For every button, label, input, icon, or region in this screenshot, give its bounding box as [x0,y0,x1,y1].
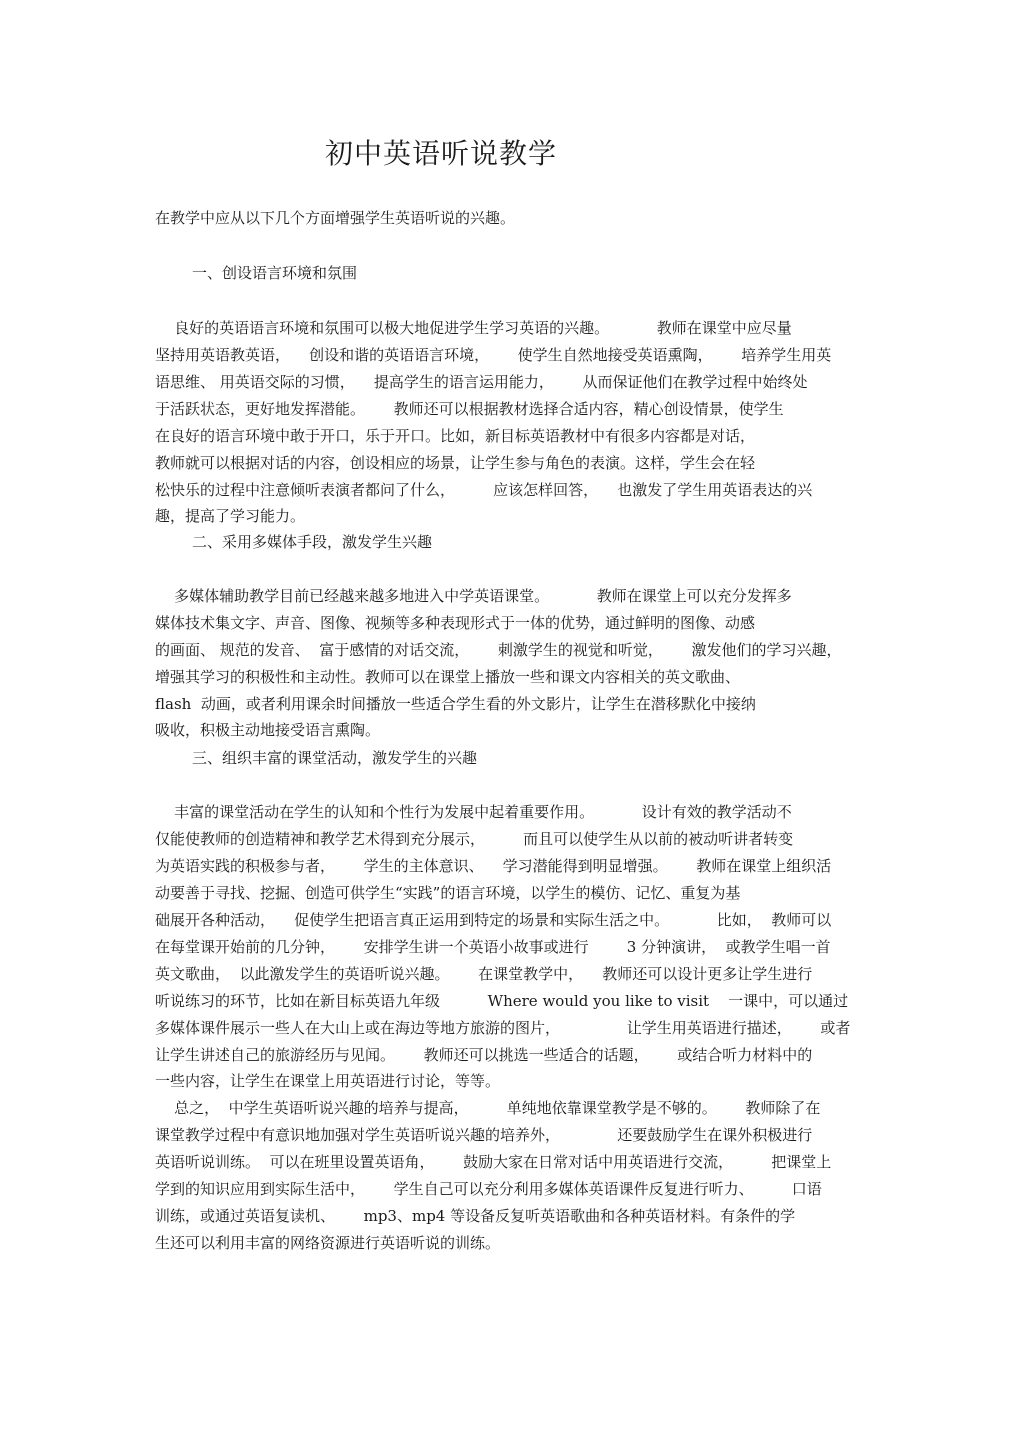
section-2-line: 多媒体辅助教学目前已经越来越多地进入中学英语课堂。 教师在课堂上可以充分发挥多 [155,587,792,605]
section-3-line: 课堂教学过程中有意识地加强对学生英语听说兴趣的培养外， 还要鼓励学生在课外积极进行 [155,1126,813,1144]
section-3-line: 动要善于寻找、挖掘、创造可供学生“实践”的语言环境，以学生的模仿、记忆、重复为基 [155,884,741,902]
section-3-line: 英文歌曲， 以此激发学生的英语听说兴趣。 在课堂教学中， 教师还可以设计更多让学生进行 [155,965,813,983]
section-3-line: 英语听说训练。 可以在班里设置英语角， 鼓励大家在日常对话中用英语进行交流， 把课堂上 [155,1153,832,1171]
section-3-line: 丰富的课堂活动在学生的认知和个性行为发展中起着重要作用。 设计有效的教学活动不 [155,803,792,821]
section-3-heading: 三、组织丰富的课堂活动，激发学生的兴趣 [192,749,478,767]
section-1-line: 于活跃状态，更好地发挥潜能。 教师还可以根据教材选择合适内容，精心创设情景，使学生 [155,400,784,418]
section-2-line: 吸收，积极主动地接受语言熏陶。 [155,721,381,739]
document-title: 初中英语听说教学 [325,137,558,170]
section-3-line: 多媒体课件展示一些人在大山上或在海边等地方旅游的图片， 让学生用英语进行描述， 或者 [155,1019,851,1037]
section-2-heading: 二、采用多媒体手段，激发学生兴趣 [192,533,433,551]
section-2-line: flash 动画，或者利用课余时间播放一些适合学生看的外文影片，让学生在潜移默化中接纳 [155,695,756,713]
section-2-line: 的画面、 规范的发音、 富于感情的对话交流， 刺激学生的视觉和听觉， 激发他们的学习兴趣， [155,641,842,659]
section-1-heading: 一、创设语言环境和氛围 [192,264,358,282]
section-3-line: 在每堂课开始前的几分钟， 安排学生讲一个英语小故事或进行 3 分钟演讲， 或教学生唱一首 [155,938,831,956]
section-1-line: 趣，提高了学习能力。 [155,507,306,525]
section-1-line: 教师就可以根据对话的内容，创设相应的场景，让学生参与角色的表演。这样，学生会在轻 [155,454,756,472]
section-1-line: 松快乐的过程中注意倾听表演者都问了什么， 应该怎样回答， 也激发了学生用英语表达的兴 [155,481,813,499]
intro-paragraph: 在教学中应从以下几个方面增强学生英语听说的兴趣。 [155,209,516,227]
section-3-line: 生还可以利用丰富的网络资源进行英语听说的训练。 [155,1234,501,1252]
section-3-line: 让学生讲述自己的旅游经历与见闻。 教师还可以挑选一些适合的话题， 或结合听力材料中的 [155,1046,813,1064]
section-3-line: 总之， 中学生英语听说兴趣的培养与提高， 单纯地依靠课堂教学是不够的。 教师除了在 [155,1099,821,1117]
section-3-line: 学到的知识应用到实际生活中， 学生自己可以充分利用多媒体英语课件反复进行听力、 口语 [155,1180,822,1198]
section-2-line: 媒体技术集文字、声音、图像、视频等多种表现形式于一体的优势，通过鲜明的图像、动感 [155,614,756,632]
section-2-line: 增强其学习的积极性和主动性。教师可以在课堂上播放一些和课文内容相关的英文歌曲、 [155,668,741,686]
section-3-line: 为英语实践的积极参与者， 学生的主体意识、 学习潜能得到明显增强。 教师在课堂上组织活 [155,857,832,875]
section-3-line: 听说练习的环节，比如在新目标英语九年级 Where would you like to visit 一课中，可以通过 [155,992,849,1010]
section-1-line: 良好的英语语言环境和氛围可以极大地促进学生学习英语的兴趣。 教师在课堂中应尽量 [155,319,792,337]
section-3-line: 一些内容，让学生在课堂上用英语进行讨论，等等。 [155,1072,501,1090]
section-3-line: 仅能使教师的创造精神和教学艺术得到充分展示， 而且可以使学生从以前的被动听讲者转变 [155,830,794,848]
section-3-line: 训练，或通过英语复读机、 mp3、mp4 等设备反复听英语歌曲和各种英语材料。有条件的学 [155,1207,796,1225]
section-1-line: 语思维、 用英语交际的习惯， 提高学生的语言运用能力， 从而保证他们在教学过程中始终处 [155,373,808,391]
section-1-line: 在良好的语言环境中敢于开口，乐于开口。比如，新目标英语教材中有很多内容都是对话， [155,427,756,445]
section-1-line: 坚持用英语教英语， 创设和谐的英语语言环境， 使学生自然地接受英语熏陶， 培养学生用英 [155,346,832,364]
section-3-line: 础展开各种活动， 促使学生把语言真正运用到特定的场景和实际生活之中。 比如， 教师可以 [155,911,832,929]
